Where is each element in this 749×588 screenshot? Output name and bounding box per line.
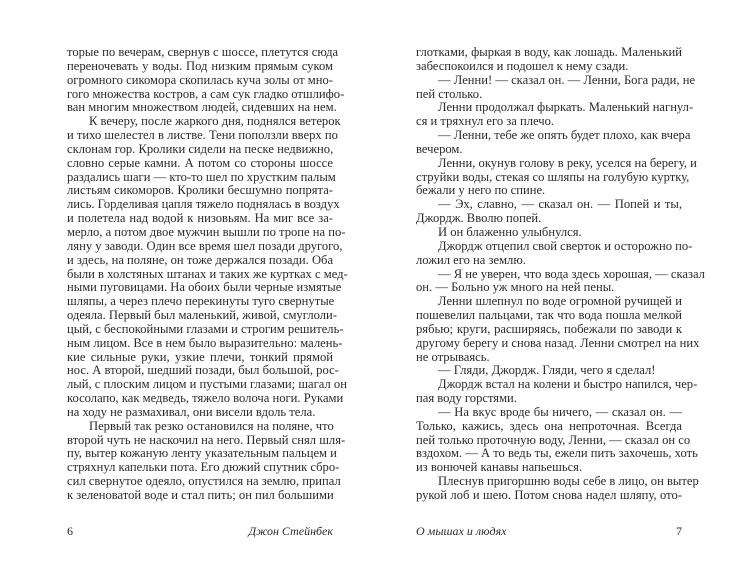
- text-line: торые по вечерам, свернув с шоссе, плетутся сюда: [67, 45, 339, 59]
- text-line: Джордж встал на колени и быстро напился, чер-: [438, 377, 698, 392]
- text-line: ным лицом. Все в нем было выразительно: малень-: [67, 335, 343, 350]
- text-line: и тихо шелестел в листве. Тени поползли вверх по: [67, 128, 338, 143]
- text-line: лись. Горделивая цапля тяжело поднялась в воздух: [67, 197, 340, 212]
- text-line: раздались шаги — кто-то шел по хрустким палым: [67, 169, 336, 184]
- text-line: были в холстяных штанах и таких же куртках с мед-: [67, 266, 348, 281]
- text-line: пошевелил пальцами, так что вода пошла мелкой: [416, 308, 682, 323]
- text-line: ся и тряхнул его за плечо.: [416, 114, 555, 129]
- text-line: глотками, фыркая в воду, как лошадь. Маленький: [416, 45, 682, 59]
- text-line: второй чуть не наскочил на него. Первый снял шля-: [67, 432, 346, 447]
- text-line: ван многим множеством людей, сидевших на нем.: [67, 100, 337, 115]
- text-line: рябью; круги, расширяясь, побежали по заводи к: [416, 321, 682, 336]
- text-line: шляпы, а через плечо перекинуты туго свернутые: [67, 294, 335, 309]
- text-line: цый, с беспокойными глазами и строгим решитель-: [67, 321, 344, 336]
- running-head-title: О мышах и людях: [416, 524, 507, 538]
- text-line: гого множества костров, а сам сук гладко отшлифо-: [67, 86, 345, 101]
- text-line: мерло, а потом двое мужчин вышли по тропе на по-: [67, 224, 346, 239]
- text-line: пей только проточную воду, Ленни, — сказал он со: [416, 432, 691, 447]
- text-line: словно серые камни. А потом со стороны шоссе: [67, 155, 333, 170]
- text-line: ляну у заводи. Один все время шел позади другого,: [67, 238, 343, 253]
- text-line: ложил его на землю.: [416, 252, 526, 267]
- text-line: Джордж. Вволю попей.: [416, 211, 542, 226]
- text-line: — На вкус вроде бы ничего, — сказал он. —: [438, 404, 682, 419]
- text-line: к зеленоватой воде и стал пить; он пил большими: [67, 488, 334, 502]
- text-line: — Ленни, тебе же опять будет плохо, как вчера: [438, 128, 691, 143]
- text-line: — Гляди, Джордж. Гляди, чего я сделал!: [438, 363, 656, 378]
- text-line: И он блаженно улыбнулся.: [438, 224, 582, 239]
- text-line: косолапо, как медведь, тяжело волоча ноги. Руками: [67, 391, 344, 406]
- text-line: из вонючей канавы напьешься.: [416, 460, 583, 475]
- text-line: — Я не уверен, что вода здесь хорошая, — сказал: [438, 266, 705, 281]
- text-line: и полетела над водой к низовьям. На миг все за-: [67, 211, 333, 226]
- running-head-author: Джон Стейнбек: [248, 524, 333, 538]
- text-line: лый, с плоским лицом и пустыми глазами; шагал он: [67, 377, 347, 392]
- left-page-text: [67, 45, 348, 503]
- page-number-left: 6: [67, 524, 73, 538]
- text-line: нос. А второй, шедший позади, был большой, рос-: [67, 363, 339, 378]
- text-line: К вечеру, после жаркого дня, поднялся ветерок: [89, 114, 341, 129]
- text-line: Плеснув пригоршню воды себе в лицо, он вытер: [438, 474, 699, 489]
- text-line: пая воду горстями.: [416, 391, 517, 406]
- text-line: и здесь, на поляне, он тоже держался позади. Оба: [67, 252, 334, 267]
- text-line: струйки воды, стекая со шляпы на голубую куртку,: [416, 169, 690, 184]
- text-line: бежали у него по спине.: [416, 183, 546, 198]
- text-line: пу, вытер кожаную ленту указательным пальцем и: [67, 446, 337, 461]
- text-line: пей столько.: [416, 86, 483, 101]
- text-line: листьям сикоморов. Кролики бесшумно попрята-: [67, 183, 333, 198]
- text-line: забеспокоился и подошел к нему сзади.: [416, 58, 629, 73]
- text-line: Ленни шлепнул по воде огромной ручищей и: [438, 294, 682, 309]
- text-line: — Эх, славно, — сказал он. — Попей и ты,: [438, 197, 682, 212]
- text-line: ными пуговицами. На обоих были черные измятые: [67, 280, 342, 295]
- text-line: переночевать у воды. Под низким прямым суком: [67, 58, 333, 73]
- text-line: одеяла. Первый был маленький, живой, смуглоли-: [67, 308, 337, 323]
- right-page-text: [416, 45, 705, 503]
- page-number-right: 7: [676, 524, 682, 538]
- text-line: сил свернутое одеяло, опустился на землю, припал: [67, 474, 341, 489]
- text-line: вечером.: [416, 141, 463, 156]
- text-line: Ленни продолжал фыркать. Маленький нагнул-: [438, 100, 694, 115]
- text-line: рукой лоб и шею. Потом снова надел шляпу, ото-: [416, 488, 682, 502]
- text-line: Ленни, окунув голову в реку, уселся на берегу, и: [438, 155, 697, 170]
- text-line: он. — Больно уж много на ней пены.: [416, 280, 615, 295]
- text-line: Только, кажись, здесь она непроточная. Всегда: [416, 418, 682, 433]
- text-line: склонам гор. Кролики сидели на песке недвижно,: [67, 141, 334, 156]
- text-line: другому берегу и снова назад. Ленни смотрел на них: [416, 335, 700, 350]
- text-line: — Ленни! — сказал он. — Ленни, Бога ради, не: [438, 72, 696, 87]
- text-line: Джордж отцепил свой сверток и осторожно по-: [438, 238, 693, 253]
- text-line: не отрываясь.: [416, 349, 490, 364]
- text-line: вздохом. — А то ведь ты, ежели пить захочешь, хоть: [416, 446, 698, 461]
- text-line: огромного сикомора скопилась куча золы от мно-: [67, 72, 333, 87]
- text-line: стряхнул капельки пота. Его дюжий спутник сбро-: [67, 460, 340, 475]
- text-line: кие сильные руки, узкие плечи, тонкий прямой: [67, 349, 333, 364]
- text-line: Первый так резко остановился на поляне, что: [89, 418, 334, 433]
- text-line: на ходу не размахивал, они висели вдоль тела.: [67, 404, 316, 419]
